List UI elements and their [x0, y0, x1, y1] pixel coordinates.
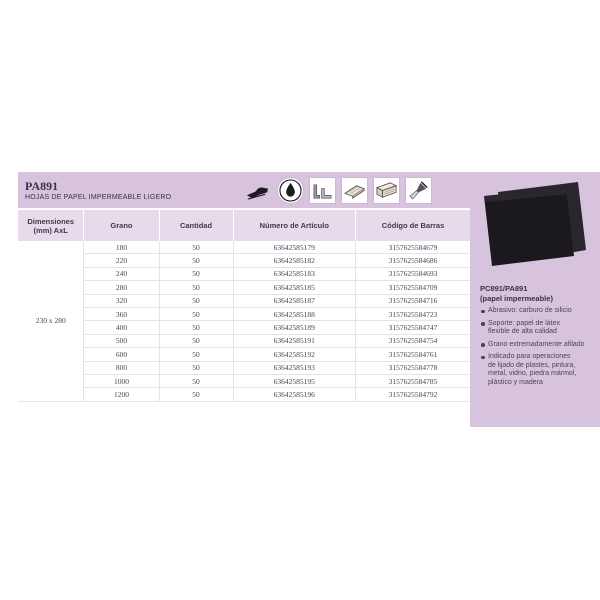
articulo-cell: 63642585179	[233, 241, 356, 254]
articulo-cell: 63642585182	[233, 254, 356, 267]
cantidad-cell: 50	[159, 374, 233, 387]
panel-title-type: (papel impermeable)	[480, 294, 553, 303]
cantidad-cell: 50	[159, 334, 233, 347]
grano-cell: 1000	[84, 374, 159, 387]
barras-cell: 3157625584778	[356, 361, 470, 374]
metal-profile-icon	[309, 177, 336, 204]
feature-soporte: Soporte: papel de látex flexible de alta calidad	[480, 320, 600, 337]
barras-cell: 3157625584716	[356, 294, 470, 307]
cantidad-cell: 50	[159, 321, 233, 334]
col-header-articulo: Número de Artículo	[233, 210, 356, 241]
table-row	[18, 321, 470, 334]
feature-list	[480, 307, 600, 391]
articulo-cell: 63642585185	[233, 281, 356, 294]
table-row	[18, 254, 470, 267]
barras-cell: 3157625584747	[356, 321, 470, 334]
barras-cell: 3157625584761	[356, 348, 470, 361]
articulo-cell: 63642585183	[233, 267, 356, 280]
articulo-cell: 63642585192	[233, 348, 356, 361]
cantidad-cell: 50	[159, 348, 233, 361]
table-header-row	[18, 210, 470, 241]
col-header-grano: Grano	[84, 210, 159, 241]
cantidad-cell: 50	[159, 254, 233, 267]
table-row	[18, 267, 470, 280]
barras-cell: 3157625584792	[356, 388, 470, 401]
water-drop-icon	[277, 177, 304, 204]
cantidad-cell: 50	[159, 307, 233, 320]
table-row	[18, 294, 470, 307]
articulo-cell: 63642585193	[233, 361, 356, 374]
articulo-cell: 63642585188	[233, 307, 356, 320]
barras-cell: 3157625584785	[356, 374, 470, 387]
feature-uso: Indicado para operaciones de lijado de plastes, pintura, metal, vidrio, piedra mármol, plástico y madera	[480, 353, 600, 387]
dimension-cell: 230 x 280	[18, 241, 84, 401]
paint-brush-icon	[405, 177, 432, 204]
articulo-cell: 63642585196	[233, 388, 356, 401]
cantidad-cell: 50	[159, 361, 233, 374]
wood-board-icon	[373, 177, 400, 204]
product-sheet	[0, 167, 600, 427]
grano-cell: 280	[84, 281, 159, 294]
cantidad-cell: 50	[159, 388, 233, 401]
barras-cell: 3157625584679	[356, 241, 470, 254]
articulo-cell: 63642585195	[233, 374, 356, 387]
barras-cell: 3157625584723	[356, 307, 470, 320]
table-body	[18, 241, 470, 401]
product-table	[18, 210, 470, 402]
panel-title-code: PC891/PA891	[480, 284, 528, 293]
barras-cell: 3157625584693	[356, 267, 470, 280]
table-row	[18, 361, 470, 374]
product-code: PA891	[25, 179, 59, 193]
table-row	[18, 281, 470, 294]
feature-grano: Grano extremadamente afilado	[480, 341, 600, 350]
col-header-barras: Código de Barras	[356, 210, 470, 241]
product-header	[18, 172, 470, 208]
barras-cell: 3157625584754	[356, 334, 470, 347]
articulo-cell: 63642585189	[233, 321, 356, 334]
grano-cell: 180	[84, 241, 159, 254]
table-row	[18, 374, 470, 387]
cantidad-cell: 50	[159, 294, 233, 307]
articulo-cell: 63642585191	[233, 334, 356, 347]
col-header-cantidad: Cantidad	[159, 210, 233, 241]
grano-cell: 220	[84, 254, 159, 267]
grano-cell: 320	[84, 294, 159, 307]
table-row	[18, 334, 470, 347]
grano-cell: 800	[84, 361, 159, 374]
barras-cell: 3157625584709	[356, 281, 470, 294]
barras-cell: 3157625584686	[356, 254, 470, 267]
product-info-panel	[470, 172, 600, 427]
feature-abrasivo: Abrasivo: carburo de silicio	[480, 307, 600, 316]
product-subtitle: HOJAS DE PAPEL IMPERMEABLE LIGERO	[25, 194, 172, 201]
cantidad-cell: 50	[159, 241, 233, 254]
grano-cell: 240	[84, 267, 159, 280]
col-header-dimensiones: Dimensiones (mm) AxL	[18, 210, 84, 241]
cantidad-cell: 50	[159, 281, 233, 294]
grano-cell: 1200	[84, 388, 159, 401]
grano-cell: 400	[84, 321, 159, 334]
grano-cell: 500	[84, 334, 159, 347]
sandpaper-sheets-image	[478, 180, 590, 268]
table-row	[18, 241, 470, 254]
table-row	[18, 348, 470, 361]
grano-cell: 600	[84, 348, 159, 361]
hand-sanding-icon	[244, 177, 271, 204]
articulo-cell: 63642585187	[233, 294, 356, 307]
panel-title	[480, 284, 553, 304]
cantidad-cell: 50	[159, 267, 233, 280]
table-row	[18, 307, 470, 320]
table-row	[18, 388, 470, 401]
grano-cell: 360	[84, 307, 159, 320]
wood-plank-icon	[341, 177, 368, 204]
